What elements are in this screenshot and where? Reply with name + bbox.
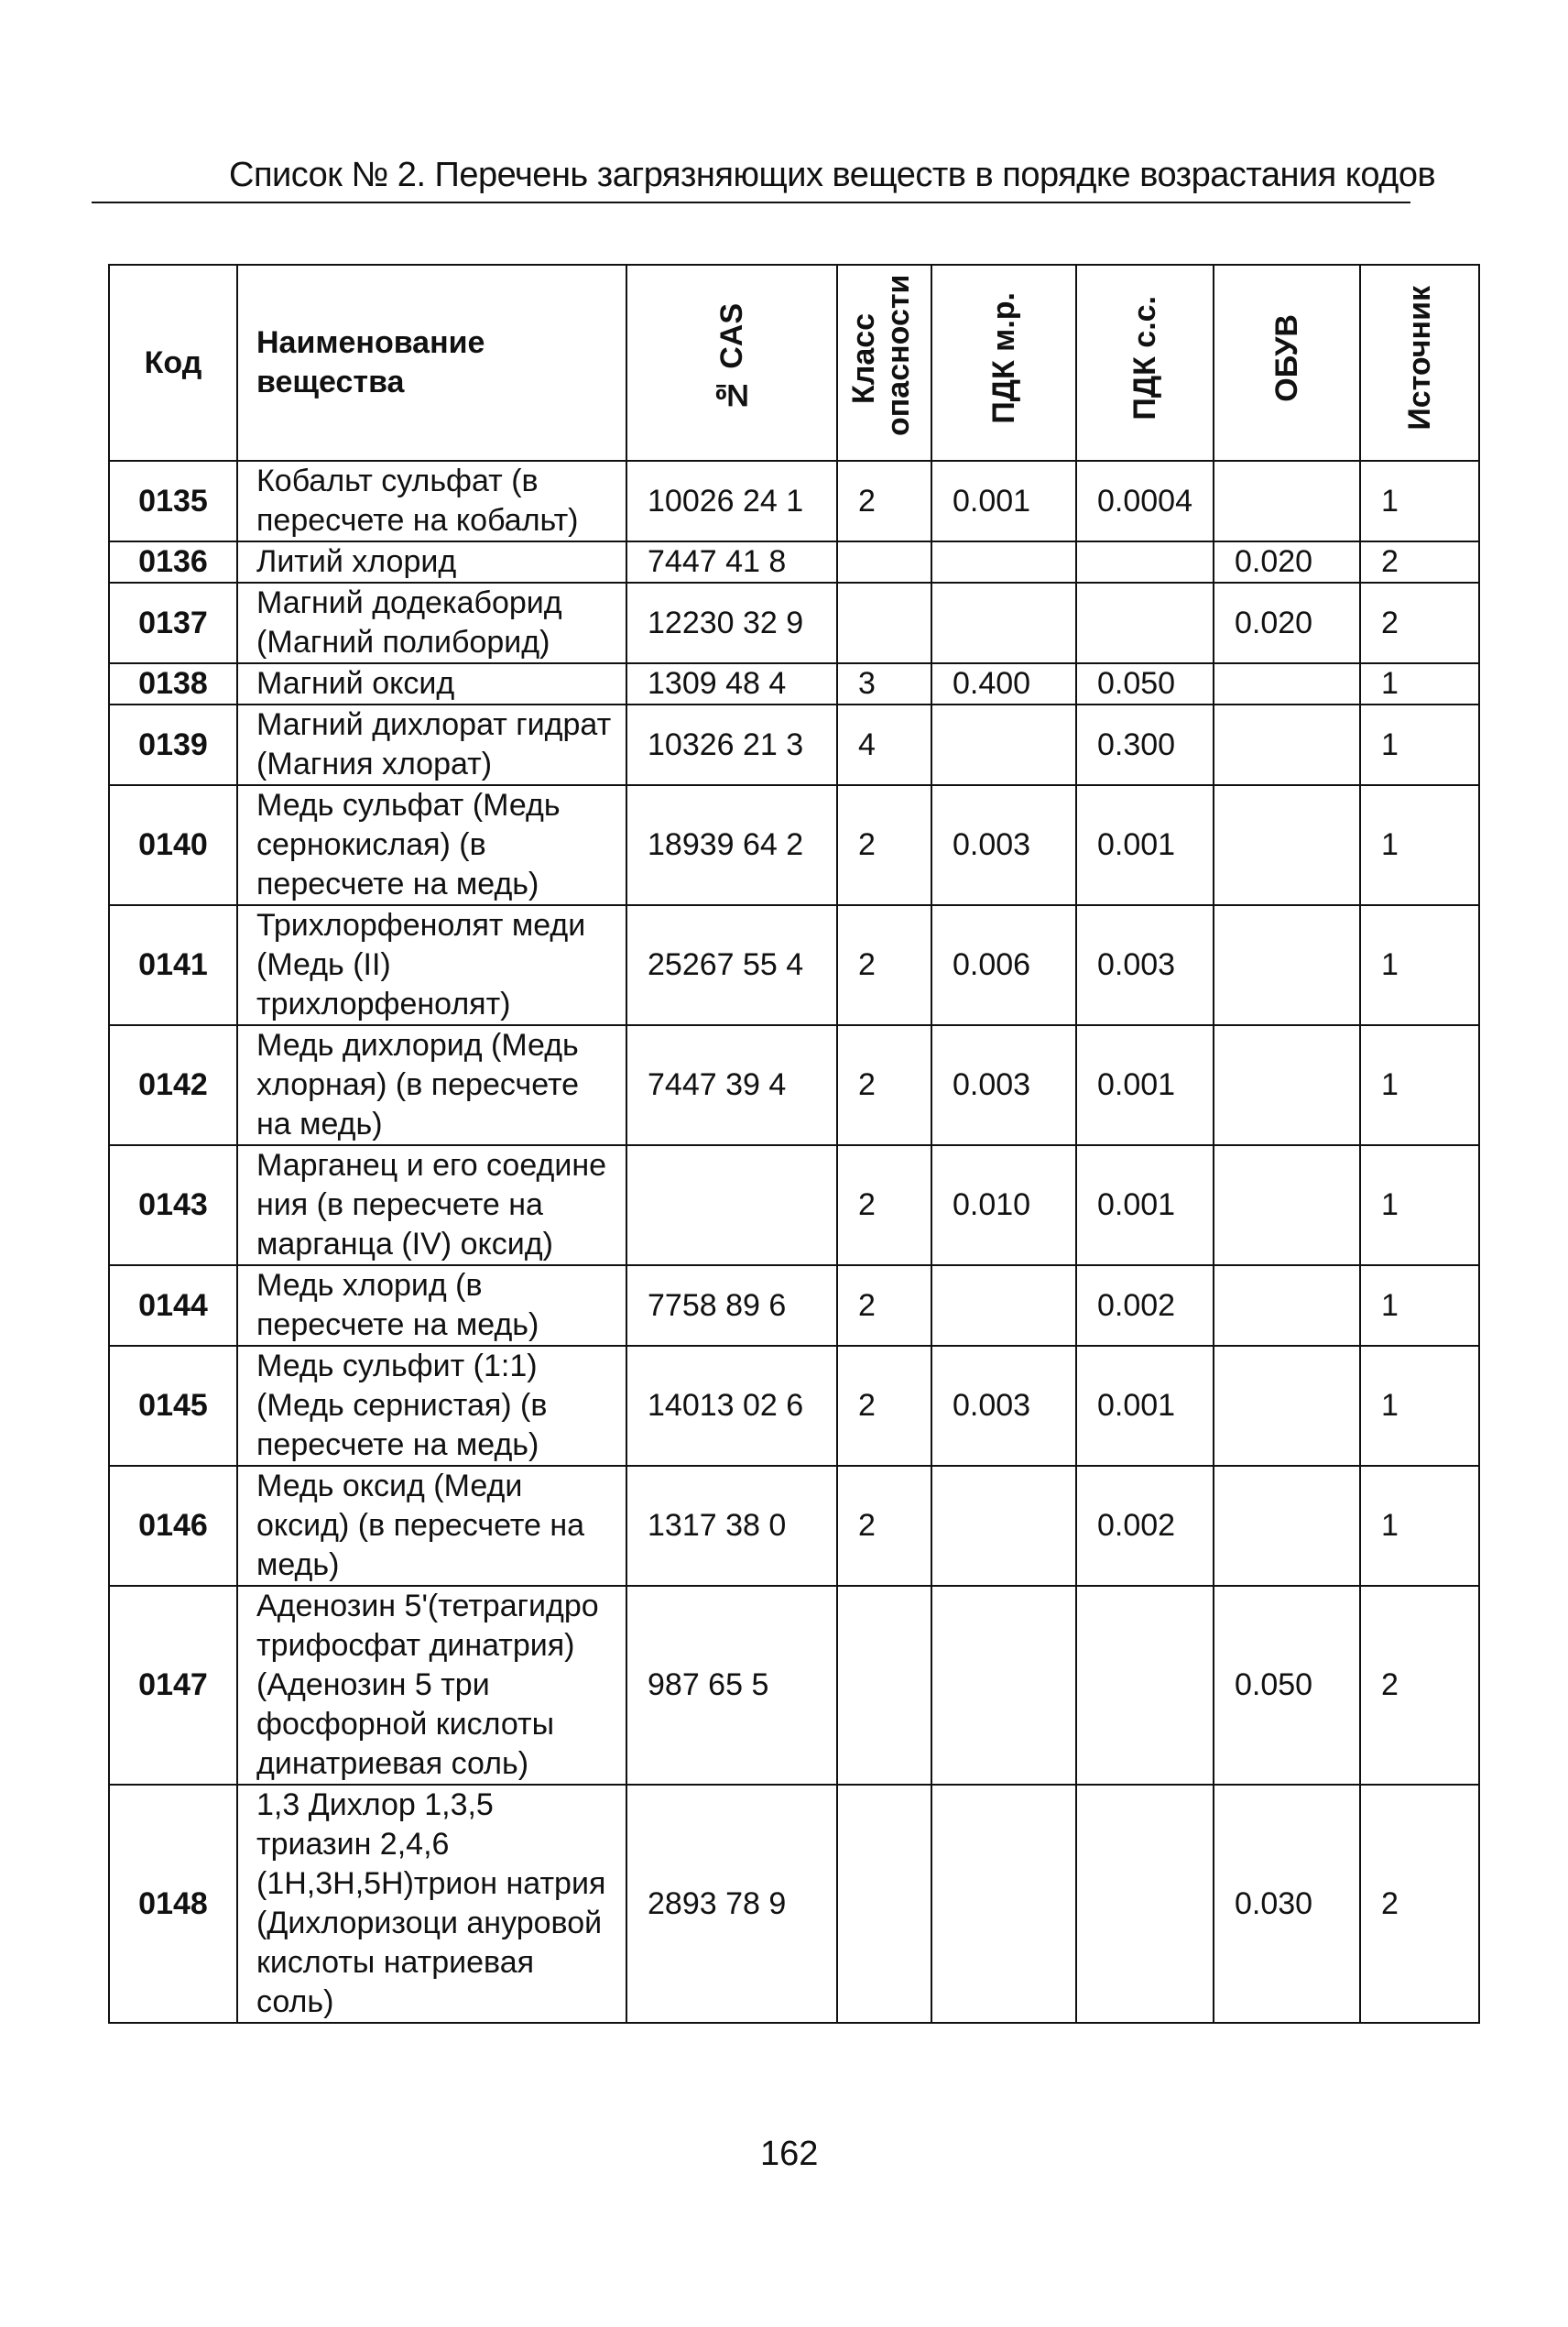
column-header-cas (626, 265, 837, 461)
cell-obuv (1214, 1145, 1360, 1265)
cell-code: 0140 (109, 785, 237, 905)
cell-name: Медь сульфит (1:1) (Медь сернистая) (в пересчете на медь) (237, 1346, 626, 1466)
cell-hazard-class: 2 (837, 1466, 931, 1586)
cell-obuv: 0.020 (1214, 541, 1360, 583)
cell-source: 1 (1360, 1265, 1479, 1346)
cell-pdk-ss: 0.001 (1076, 1346, 1214, 1466)
cell-pdk-ss: 0.300 (1076, 705, 1214, 785)
cell-code: 0147 (109, 1586, 237, 1785)
cell-hazard-class (837, 583, 931, 663)
cell-obuv (1214, 461, 1360, 541)
cell-pdk-mr: 0.006 (931, 905, 1076, 1025)
cell-obuv: 0.030 (1214, 1785, 1360, 2023)
cell-source: 2 (1360, 1785, 1479, 2023)
cell-name: Медь сульфат (Медь сернокислая) (в пересчете на медь) (237, 785, 626, 905)
cell-code: 0146 (109, 1466, 237, 1586)
table-row (109, 1586, 1479, 1785)
table-row (109, 461, 1479, 541)
table-row (109, 541, 1479, 583)
cell-hazard-class: 2 (837, 905, 931, 1025)
cell-name: Медь хлорид (в пересчете на медь) (237, 1265, 626, 1346)
cell-code: 0139 (109, 705, 237, 785)
cell-pdk-mr (931, 1785, 1076, 2023)
cell-pdk-ss: 0.001 (1076, 785, 1214, 905)
cell-source: 2 (1360, 583, 1479, 663)
table-body (109, 461, 1479, 2023)
cell-hazard-class (837, 541, 931, 583)
cell-name: Медь оксид (Меди оксид) (в пересчете на медь) (237, 1466, 626, 1586)
cell-obuv: 0.050 (1214, 1586, 1360, 1785)
cell-pdk-mr (931, 1265, 1076, 1346)
column-header-source (1360, 265, 1479, 461)
cell-pdk-mr: 0.003 (931, 785, 1076, 905)
cell-pdk-ss: 0.0004 (1076, 461, 1214, 541)
column-header-obuv-label: ОБУВ (1269, 313, 1304, 402)
cell-source: 1 (1360, 785, 1479, 905)
cell-pdk-mr: 0.010 (931, 1145, 1076, 1265)
column-header-pdk-ss (1076, 265, 1214, 461)
cell-cas: 12230 32 9 (626, 583, 837, 663)
cell-code: 0144 (109, 1265, 237, 1346)
table-row (109, 1346, 1479, 1466)
cell-code: 0145 (109, 1346, 237, 1466)
cell-pdk-ss (1076, 1586, 1214, 1785)
cell-obuv (1214, 705, 1360, 785)
cell-source: 2 (1360, 1586, 1479, 1785)
column-header-hazard-class (837, 265, 931, 461)
cell-cas (626, 1145, 837, 1265)
cell-source: 1 (1360, 1466, 1479, 1586)
title-divider (92, 202, 1410, 203)
cell-name: Магний додекаборид (Магний полиборид) (237, 583, 626, 663)
cell-pdk-mr (931, 583, 1076, 663)
cell-cas: 7447 39 4 (626, 1025, 837, 1145)
cell-code: 0137 (109, 583, 237, 663)
cell-pdk-ss (1076, 583, 1214, 663)
cell-source: 1 (1360, 1025, 1479, 1145)
cell-source: 1 (1360, 905, 1479, 1025)
column-header-cas-label: № CAS (714, 302, 749, 413)
cell-hazard-class: 2 (837, 1025, 931, 1145)
cell-obuv (1214, 1346, 1360, 1466)
cell-obuv (1214, 1025, 1360, 1145)
cell-obuv (1214, 905, 1360, 1025)
cell-hazard-class: 2 (837, 1145, 931, 1265)
cell-code: 0136 (109, 541, 237, 583)
column-header-pdk-mr-label: ПДК м.р. (986, 291, 1021, 424)
cell-name: Аденозин 5'(тетрагидро трифосфат динатрия) (Аденозин 5 три фосфорной кислоты динатриевая соль) (237, 1586, 626, 1785)
cell-cas: 987 65 5 (626, 1586, 837, 1785)
cell-name: Марганец и его соедине ния (в пересчете на марганца (IV) оксид) (237, 1145, 626, 1265)
cell-source: 1 (1360, 1346, 1479, 1466)
cell-source: 1 (1360, 1145, 1479, 1265)
table-row (109, 1025, 1479, 1145)
cell-name: Литий хлорид (237, 541, 626, 583)
cell-source: 2 (1360, 541, 1479, 583)
cell-hazard-class (837, 1586, 931, 1785)
cell-name: Кобальт сульфат (в пересчете на кобальт) (237, 461, 626, 541)
cell-cas: 1317 38 0 (626, 1466, 837, 1586)
cell-obuv (1214, 785, 1360, 905)
cell-cas: 1309 48 4 (626, 663, 837, 705)
cell-source: 1 (1360, 461, 1479, 541)
table-header-row (109, 265, 1479, 461)
cell-cas: 14013 02 6 (626, 1346, 837, 1466)
page-title: Список № 2. Перечень загрязняющих веществ в порядке возрастания кодов (229, 156, 1436, 194)
table-row (109, 1466, 1479, 1586)
cell-cas: 25267 55 4 (626, 905, 837, 1025)
table-row (109, 1265, 1479, 1346)
cell-pdk-mr: 0.003 (931, 1025, 1076, 1145)
table-row (109, 785, 1479, 905)
cell-hazard-class: 3 (837, 663, 931, 705)
cell-code: 0142 (109, 1025, 237, 1145)
cell-hazard-class: 2 (837, 1346, 931, 1466)
cell-name: Магний оксид (237, 663, 626, 705)
column-header-obuv (1214, 265, 1360, 461)
cell-cas: 18939 64 2 (626, 785, 837, 905)
cell-cas: 2893 78 9 (626, 1785, 837, 2023)
cell-hazard-class (837, 1785, 931, 2023)
table-row (109, 705, 1479, 785)
cell-obuv (1214, 663, 1360, 705)
cell-pdk-mr: 0.400 (931, 663, 1076, 705)
cell-obuv (1214, 1265, 1360, 1346)
cell-pdk-mr (931, 541, 1076, 583)
cell-pdk-ss: 0.001 (1076, 1025, 1214, 1145)
cell-cas: 10326 21 3 (626, 705, 837, 785)
column-header-pdk-ss-label: ПДК с.с. (1127, 295, 1162, 421)
cell-hazard-class: 2 (837, 461, 931, 541)
cell-name: Магний дихлорат гидрат (Магния хлорат) (237, 705, 626, 785)
cell-pdk-ss (1076, 541, 1214, 583)
table-row (109, 1785, 1479, 2023)
cell-pdk-ss: 0.001 (1076, 1145, 1214, 1265)
cell-source: 1 (1360, 705, 1479, 785)
cell-pdk-ss (1076, 1785, 1214, 2023)
column-header-pdk-mr (931, 265, 1076, 461)
cell-cas: 7758 89 6 (626, 1265, 837, 1346)
table-row (109, 583, 1479, 663)
cell-name: Трихлорфенолят меди (Медь (II) трихлорфенолят) (237, 905, 626, 1025)
cell-code: 0143 (109, 1145, 237, 1265)
cell-hazard-class: 4 (837, 705, 931, 785)
cell-cas: 7447 41 8 (626, 541, 837, 583)
column-header-source-label: Источник (1402, 285, 1437, 431)
cell-pdk-mr: 0.001 (931, 461, 1076, 541)
cell-pdk-mr (931, 1466, 1076, 1586)
cell-pdk-ss: 0.003 (1076, 905, 1214, 1025)
table-row (109, 1145, 1479, 1265)
cell-code: 0148 (109, 1785, 237, 2023)
cell-code: 0138 (109, 663, 237, 705)
column-header-code: Код (109, 265, 237, 461)
cell-pdk-mr (931, 1586, 1076, 1785)
cell-hazard-class: 2 (837, 785, 931, 905)
cell-obuv (1214, 1466, 1360, 1586)
cell-code: 0141 (109, 905, 237, 1025)
cell-obuv: 0.020 (1214, 583, 1360, 663)
cell-pdk-ss: 0.050 (1076, 663, 1214, 705)
column-header-name: Наименование вещества (237, 265, 626, 461)
cell-pdk-mr: 0.003 (931, 1346, 1076, 1466)
column-header-hazard-class-label: Класс опасности (845, 274, 916, 436)
substances-table (108, 264, 1480, 2024)
cell-hazard-class: 2 (837, 1265, 931, 1346)
cell-pdk-ss: 0.002 (1076, 1265, 1214, 1346)
cell-source: 1 (1360, 663, 1479, 705)
cell-name: 1,3 Дихлор 1,3,5 триазин 2,4,6 (1Н,3Н,5Н)трион натрия (Дихлоризоци ануровой кислоты натриевая соль) (237, 1785, 626, 2023)
page-number: 162 (760, 2135, 819, 2173)
cell-cas: 10026 24 1 (626, 461, 837, 541)
table-row (109, 663, 1479, 705)
cell-name: Медь дихлорид (Медь хлорная) (в пересчете на медь) (237, 1025, 626, 1145)
cell-pdk-mr (931, 705, 1076, 785)
cell-code: 0135 (109, 461, 237, 541)
table-row (109, 905, 1479, 1025)
cell-pdk-ss: 0.002 (1076, 1466, 1214, 1586)
